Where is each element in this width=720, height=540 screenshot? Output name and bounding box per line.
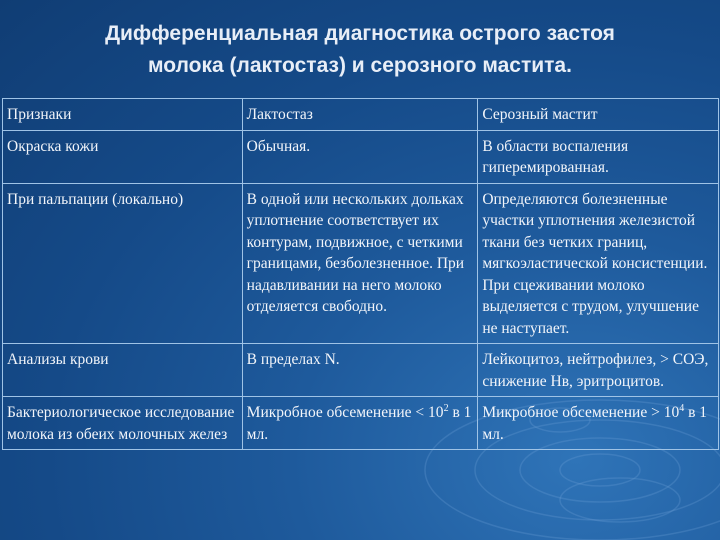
slide-title — [40, 18, 680, 82]
table-row — [3, 183, 719, 344]
exponent: 2 — [443, 402, 449, 414]
row-lactostasis-cell: В одной или нескольких дольках уплотнение соответствует их контурам, подвижное, с четкими границами, безболезненное. При надавливании на него молоко отделяется свободно. — [242, 183, 478, 344]
unit-text: в 1 мл. — [246, 404, 472, 443]
header-serous-mastitis: Серозный мастит — [478, 99, 719, 131]
row-lactostasis-cell: В пределах N. — [242, 344, 478, 397]
row-mastitis-cell — [478, 397, 719, 450]
table-row — [3, 130, 719, 183]
table-row — [3, 344, 719, 397]
row-sign-palpation: При пальпации (локально) — [3, 183, 243, 344]
exponent: 4 — [679, 402, 685, 414]
differential-diagnosis-table — [2, 98, 719, 450]
row-lactostasis-cell — [242, 397, 478, 450]
header-lactostasis: Лактостаз — [242, 99, 478, 131]
table-header-row — [3, 99, 719, 131]
row-mastitis-cell: Определяются болезненные участки уплотнения железистой ткани без четких границ, мягкоэластической консистенции. При сцеживании молоко выделяется с трудом, улучшение не наступает. — [478, 183, 719, 344]
contamination-text: Микробное обсеменение > 10 — [482, 404, 680, 421]
unit-text: в 1 мл. — [482, 404, 708, 443]
slide-title-line-2: молока (лактостаз) и серозного мастита. — [148, 54, 572, 77]
row-mastitis-cell: В области воспаления гиперемированная. — [478, 130, 719, 183]
row-mastitis-cell: Лейкоцитоз, нейтрофилез, > СОЭ, снижение Нв, эритроцитов. — [478, 344, 719, 397]
row-sign-bacteriological: Бактериологическое исследование молока из обеих молочных желез — [3, 397, 243, 450]
row-sign-skin-color: Окраска кожи — [3, 130, 243, 183]
table-row — [3, 397, 719, 450]
slide-title-line-1: Дифференциальная диагностика острого застоя — [105, 22, 615, 45]
header-signs: Признаки — [3, 99, 243, 131]
row-lactostasis-cell: Обычная. — [242, 130, 478, 183]
contamination-text: Микробное обсеменение < 10 — [246, 404, 444, 421]
row-sign-blood-tests: Анализы крови — [3, 344, 243, 397]
